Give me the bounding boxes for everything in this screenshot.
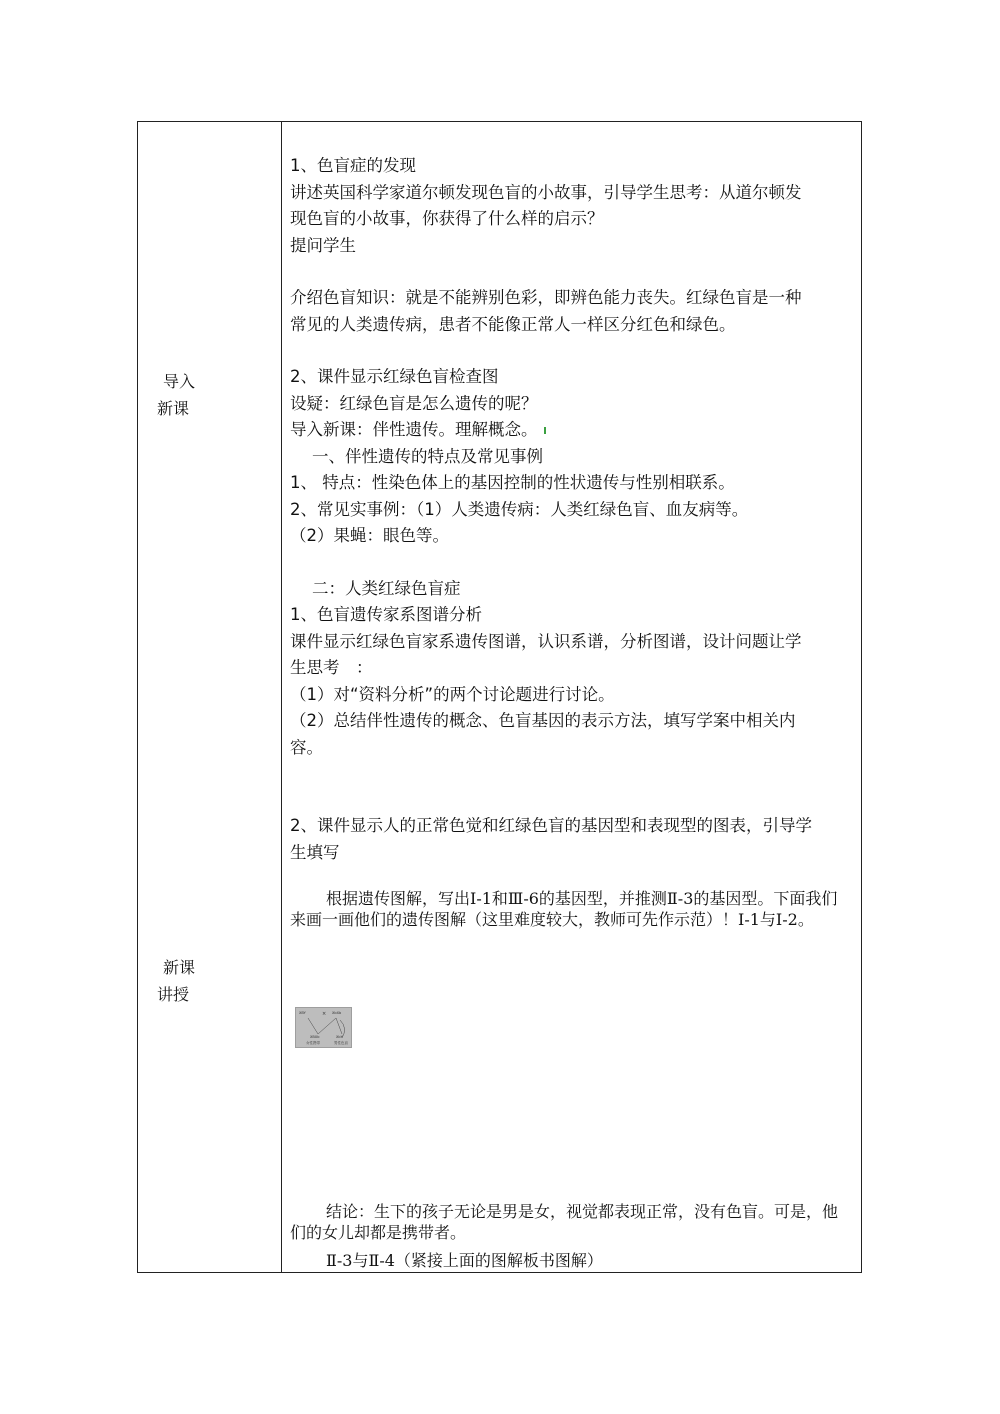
diagram-note-carrier: 女性携带	[306, 1041, 320, 1045]
section-heading: 2、课件显示人的正常色觉和红绿色盲的基因型和表现型的图表，引导学	[290, 816, 812, 835]
diagram-cross-symbol: ×	[322, 1011, 327, 1017]
section-heading: 1、色盲症的发现	[290, 156, 416, 175]
column-divider	[281, 122, 282, 1272]
section-heading: 1、色盲遗传家系图谱分析	[290, 605, 482, 624]
lesson-content	[290, 153, 850, 930]
diagram-offspring-male-label: XbY	[336, 1035, 343, 1039]
text-line: 课件显示红绿色盲家系遗传图谱，认识系谱，分析图谱，设计问题让学	[290, 631, 802, 651]
section-heading: 二：人类红绿色盲症	[312, 578, 461, 598]
intro-label-line1: 导入	[163, 372, 196, 391]
text-line	[290, 417, 850, 444]
diagram-parent-female-label: XbXb	[332, 1011, 342, 1015]
teach-label-line1: 新课	[163, 958, 196, 977]
text-line: 设疑：红绿色盲是怎么遗传的呢？	[290, 393, 538, 413]
text-line: 1、 特点：性染色体上的基因控制的性状遗传与性别相联系。	[290, 473, 735, 492]
diagram-offspring-female-label: XBXb	[310, 1035, 320, 1039]
text-line: （2）果蝇：眼色等。	[290, 526, 449, 545]
diagram-line	[318, 1018, 336, 1034]
next-cross-line: Ⅱ-3与Ⅱ-4（紧接上面的图解板书图解）	[326, 1251, 603, 1270]
text-line: 生填写	[290, 842, 340, 862]
text-line: 介绍色盲知识：就是不能辨别色彩，即辨色能力丧失。红绿色盲是一种	[290, 288, 802, 307]
text-line: （2）总结伴性遗传的概念、色盲基因的表示方法，填写学案中相关内	[290, 711, 796, 730]
text-line: 现色盲的小故事，你获得了什么样的启示？	[290, 209, 604, 228]
genetic-cross-diagram	[295, 1007, 352, 1048]
genetic-cross-diagram-svg	[296, 1008, 351, 1047]
diagram-parent-male-label: XBY	[299, 1011, 306, 1015]
genetic-diagram-paragraph: 根据遗传图解，写出Ⅰ-1和Ⅲ-6的基因型，并推测Ⅱ-3的基因型。下面我们来画一画他们的遗传图解（这里难度较大，教师可先作示范）！Ⅰ-1与Ⅰ-2。	[290, 889, 838, 929]
diagram-line	[336, 1018, 342, 1034]
diagram-note-colorblind: 男性色盲	[334, 1041, 348, 1045]
green-tick-icon	[544, 427, 546, 434]
section-heading: 2、课件显示红绿色盲检查图	[290, 367, 499, 386]
teach-label-line2: 讲授	[157, 985, 190, 1004]
text-line: 常见的人类遗传病，患者不能像正常人一样区分红色和绿色。	[290, 314, 736, 334]
text-line: 提问学生	[290, 235, 356, 255]
conclusion-paragraph: 结论：生下的孩子无论是男是女，视觉都表现正常，没有色盲。可是，他们的女儿却都是携带者。	[290, 1202, 839, 1242]
text-line: 讲述英国科学家道尔顿发现色盲的小故事，引导学生思考：从道尔顿发	[290, 182, 802, 202]
text-line: 生思考 ：	[290, 658, 373, 677]
section-heading: 一、伴性遗传的特点及常见事例	[312, 446, 543, 466]
text-line: 2、常见实事例：（1）人类遗传病：人类红绿色盲、血友病等。	[290, 499, 749, 519]
text-line: 容。	[290, 737, 323, 757]
diagram-line	[308, 1018, 318, 1034]
intro-label-line2: 新课	[157, 399, 190, 418]
text-line: （1）对“资料分析”的两个讨论题进行讨论。	[290, 684, 615, 704]
text-line-value: 导入新课：伴性遗传。理解概念。	[290, 420, 538, 439]
